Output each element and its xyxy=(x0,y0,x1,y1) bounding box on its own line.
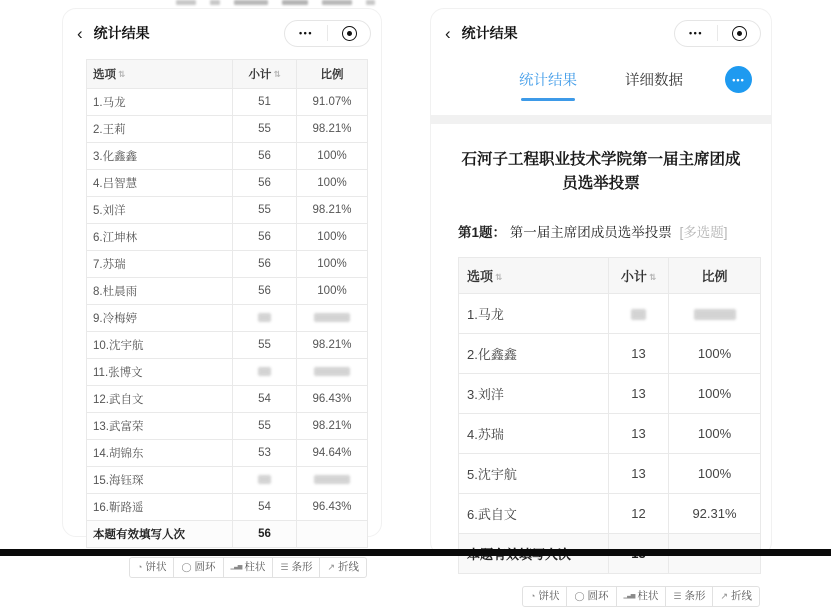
subtotal-cell xyxy=(609,294,669,334)
subtotal-cell xyxy=(233,359,297,386)
ratio-cell: 100% xyxy=(297,224,368,251)
chart-type-label: 柱状 xyxy=(244,561,266,573)
option-cell: 12.武自文 xyxy=(87,386,233,413)
chart-type-button-column[interactable] xyxy=(616,586,667,607)
pie-icon: ◔ xyxy=(137,561,143,572)
chart-type-button-column[interactable] xyxy=(223,557,274,578)
option-cell: 13.武富荣 xyxy=(87,413,233,440)
subtotal-cell: 54 xyxy=(233,494,297,521)
subtotal-cell: 12 xyxy=(609,494,669,534)
ratio-cell: 96.43% xyxy=(297,494,368,521)
bar-icon: ☰ xyxy=(673,590,682,601)
ratio-cell: 100% xyxy=(297,251,368,278)
redacted-value xyxy=(258,313,271,322)
column-header-option[interactable] xyxy=(87,60,233,89)
option-cell: 3.化鑫鑫 xyxy=(87,143,233,170)
question-number: 第1题： xyxy=(458,225,507,240)
table-row xyxy=(87,278,368,305)
table-row xyxy=(87,494,368,521)
tab-detail-data[interactable]: 详细数据 xyxy=(625,72,683,89)
redacted-value xyxy=(258,475,271,484)
right-screenshot-panel xyxy=(430,8,772,602)
ratio-cell xyxy=(297,359,368,386)
wechat-capsule xyxy=(284,20,371,47)
column-header-option[interactable] xyxy=(459,258,609,294)
section-divider xyxy=(431,115,771,124)
bar-icon: ☰ xyxy=(280,561,289,572)
subtotal-cell: 55 xyxy=(233,197,297,224)
wechat-capsule xyxy=(674,20,761,47)
subtotal-cell: 53 xyxy=(233,440,297,467)
chart-type-label: 圆环 xyxy=(587,590,609,602)
option-cell: 4.苏瑞 xyxy=(459,414,609,454)
option-cell: 4.吕智慧 xyxy=(87,170,233,197)
option-cell: 11.张博文 xyxy=(87,359,233,386)
option-cell: 6.江坤林 xyxy=(87,224,233,251)
ratio-cell xyxy=(669,294,761,334)
question-text: 第一届主席团成员选举投票 xyxy=(509,225,672,240)
table-row xyxy=(87,197,368,224)
column-header-label: 比例 xyxy=(701,269,728,284)
question-type-tag: [多选题] xyxy=(679,225,728,240)
sort-arrows-icon[interactable]: ⇅ xyxy=(273,69,281,79)
table-row xyxy=(87,224,368,251)
option-cell: 2.化鑫鑫 xyxy=(459,334,609,374)
results-table xyxy=(458,257,761,574)
ratio-cell: 98.21% xyxy=(297,116,368,143)
table-row xyxy=(87,440,368,467)
column-header-label: 小计 xyxy=(620,269,647,284)
option-cell: 8.杜晨雨 xyxy=(87,278,233,305)
survey-title: 石河子工程职业技术学院第一届主席团成员选举投票 xyxy=(461,151,741,192)
chart-type-button-pie[interactable] xyxy=(522,586,567,607)
table-row xyxy=(87,467,368,494)
tab-bar xyxy=(431,53,771,105)
column-header-label: 小计 xyxy=(248,69,272,81)
column-header-ratio xyxy=(297,60,368,89)
ratio-cell: 96.43% xyxy=(297,386,368,413)
redacted-value xyxy=(314,313,350,322)
page-title: 统计结果 xyxy=(93,25,150,41)
chart-type-label: 折线 xyxy=(338,561,359,573)
subtotal-cell: 56 xyxy=(233,143,297,170)
chart-type-button-line[interactable] xyxy=(319,557,367,578)
chart-type-label: 柱状 xyxy=(637,590,659,602)
chart-type-label: 圆环 xyxy=(194,561,216,573)
chart-type-label: 条形 xyxy=(684,590,706,602)
close-target-icon[interactable] xyxy=(328,26,370,41)
redacted-value xyxy=(314,475,350,484)
subtotal-cell: 56 xyxy=(233,251,297,278)
tab-statistics[interactable]: 统计结果 xyxy=(517,65,579,94)
table-row xyxy=(87,116,368,143)
sort-arrows-icon[interactable]: ⇅ xyxy=(648,272,657,282)
option-cell: 3.刘洋 xyxy=(459,374,609,414)
table-header-row xyxy=(459,258,761,294)
option-cell: 14.胡锦东 xyxy=(87,440,233,467)
line-icon: ↗ xyxy=(327,561,335,572)
left-screenshot-panel xyxy=(62,8,382,573)
page-title: 统计结果 xyxy=(461,25,518,41)
ratio-cell: 100% xyxy=(297,278,368,305)
column-header-label: 选项 xyxy=(467,269,494,284)
table-row xyxy=(459,454,761,494)
chart-type-button-line[interactable] xyxy=(712,586,760,607)
chart-type-button-pie[interactable] xyxy=(129,557,174,578)
ratio-cell: 100% xyxy=(669,414,761,454)
subtotal-cell xyxy=(233,467,297,494)
table-row xyxy=(459,334,761,374)
chart-type-button-ring[interactable] xyxy=(173,557,223,578)
subtotal-cell: 51 xyxy=(233,89,297,116)
table-row xyxy=(87,413,368,440)
pie-icon: ◔ xyxy=(530,590,536,601)
subtotal-cell: 55 xyxy=(233,116,297,143)
results-table xyxy=(86,59,368,548)
table-header-row xyxy=(87,60,368,89)
table-row xyxy=(459,374,761,414)
chart-type-label: 饼状 xyxy=(145,561,167,573)
ring-icon: ◯ xyxy=(574,590,585,601)
column-header-subtotal[interactable] xyxy=(233,60,297,89)
footer-label: 本题有效填写人次 xyxy=(87,521,233,548)
table-row xyxy=(87,143,368,170)
table-row xyxy=(87,386,368,413)
column-header-label: 比例 xyxy=(320,69,344,81)
sort-arrows-icon[interactable]: ⇅ xyxy=(118,69,126,79)
chart-type-switcher xyxy=(63,557,367,578)
option-cell: 9.冷梅婷 xyxy=(87,305,233,332)
subtotal-cell: 55 xyxy=(233,413,297,440)
screenshot-bottom-border xyxy=(0,549,831,556)
chart-type-label: 折线 xyxy=(731,590,752,602)
more-actions-fab[interactable]: ••• xyxy=(725,66,752,93)
table-row xyxy=(87,89,368,116)
back-chevron-icon[interactable]: ‹ xyxy=(77,23,83,43)
table-footer-row xyxy=(87,521,368,548)
right-nav-bar xyxy=(431,9,771,53)
subtotal-cell: 54 xyxy=(233,386,297,413)
column-header-label: 选项 xyxy=(93,69,116,81)
ratio-cell: 100% xyxy=(669,454,761,494)
back-chevron-icon[interactable]: ‹ xyxy=(445,23,451,43)
option-cell: 1.马龙 xyxy=(459,294,609,334)
subtotal-cell: 13 xyxy=(609,374,669,414)
ratio-cell: 98.21% xyxy=(297,332,368,359)
ratio-cell: 100% xyxy=(669,334,761,374)
ratio-cell xyxy=(297,305,368,332)
option-cell: 10.沈宇航 xyxy=(87,332,233,359)
option-cell: 5.刘洋 xyxy=(87,197,233,224)
left-nav-bar xyxy=(63,9,381,53)
subtotal-cell: 56 xyxy=(233,170,297,197)
table-row xyxy=(87,170,368,197)
ratio-cell: 98.21% xyxy=(297,413,368,440)
column-header-ratio xyxy=(669,258,761,294)
question-line xyxy=(458,221,771,241)
option-cell: 1.马龙 xyxy=(87,89,233,116)
column-header-subtotal[interactable] xyxy=(609,258,669,294)
chart-type-button-ring[interactable] xyxy=(566,586,616,607)
table-row xyxy=(87,305,368,332)
chart-type-label: 条形 xyxy=(291,561,313,573)
column-icon: ▁▃▅ xyxy=(230,564,242,571)
cropped-artifact xyxy=(176,0,375,6)
table-row xyxy=(87,359,368,386)
option-cell: 2.王莉 xyxy=(87,116,233,143)
chart-type-label: 饼状 xyxy=(538,590,560,602)
option-cell: 16.靳路遥 xyxy=(87,494,233,521)
chart-type-button-bar[interactable] xyxy=(272,557,320,578)
more-menu-icon[interactable]: ••• xyxy=(689,28,703,38)
sort-arrows-icon[interactable]: ⇅ xyxy=(495,272,503,282)
ratio-cell: 91.07% xyxy=(297,89,368,116)
table-row xyxy=(87,251,368,278)
subtotal-cell: 13 xyxy=(609,334,669,374)
ratio-cell xyxy=(297,467,368,494)
redacted-value xyxy=(258,367,271,376)
subtotal-cell: 13 xyxy=(609,414,669,454)
ratio-cell: 100% xyxy=(297,170,368,197)
redacted-value xyxy=(631,309,646,320)
close-target-icon[interactable] xyxy=(718,26,760,41)
chart-type-switcher xyxy=(431,586,760,607)
subtotal-cell: 56 xyxy=(233,278,297,305)
ratio-cell: 94.64% xyxy=(297,440,368,467)
ratio-cell: 92.31% xyxy=(669,494,761,534)
table-row xyxy=(459,294,761,334)
redacted-value xyxy=(314,367,350,376)
option-cell: 6.武自文 xyxy=(459,494,609,534)
line-icon: ↗ xyxy=(720,590,728,601)
column-icon: ▁▃▅ xyxy=(623,593,635,600)
footer-subtotal: 56 xyxy=(233,521,297,548)
table-row xyxy=(87,332,368,359)
redacted-value xyxy=(694,309,736,320)
option-cell: 15.海钰琛 xyxy=(87,467,233,494)
chart-type-button-bar[interactable] xyxy=(665,586,713,607)
ratio-cell: 100% xyxy=(669,374,761,414)
subtotal-cell: 13 xyxy=(609,454,669,494)
subtotal-cell xyxy=(233,305,297,332)
table-row xyxy=(459,414,761,454)
ring-icon: ◯ xyxy=(181,561,192,572)
ratio-cell: 100% xyxy=(297,143,368,170)
ratio-cell: 98.21% xyxy=(297,197,368,224)
option-cell: 7.苏瑞 xyxy=(87,251,233,278)
subtotal-cell: 56 xyxy=(233,224,297,251)
more-menu-icon[interactable]: ••• xyxy=(299,28,313,38)
option-cell: 5.沈宇航 xyxy=(459,454,609,494)
table-row xyxy=(459,494,761,534)
subtotal-cell: 55 xyxy=(233,332,297,359)
